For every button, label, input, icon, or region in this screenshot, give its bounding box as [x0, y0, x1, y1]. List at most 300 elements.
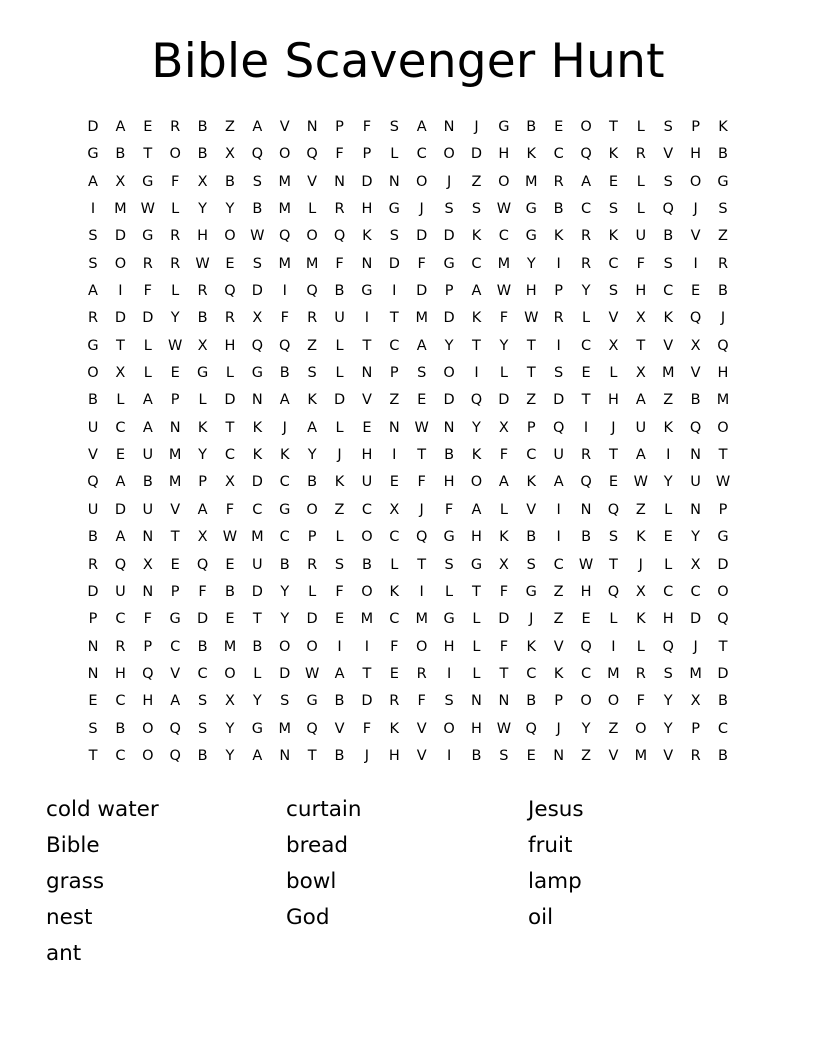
grid-cell[interactable]: E — [581, 611, 591, 628]
grid-cell[interactable]: B — [526, 119, 537, 135]
grid-cell[interactable]: P — [691, 720, 700, 737]
grid-cell[interactable]: G — [306, 693, 318, 710]
grid-cell[interactable]: M — [114, 201, 127, 218]
grid-cell[interactable]: P — [198, 474, 207, 491]
grid-cell[interactable]: D — [279, 665, 291, 682]
grid-cell[interactable]: D — [498, 611, 510, 628]
grid-cell[interactable]: R — [581, 228, 592, 245]
grid-cell[interactable]: L — [143, 365, 152, 382]
grid-cell[interactable]: C — [115, 419, 126, 436]
grid-cell[interactable]: B — [279, 365, 290, 382]
grid-cell[interactable]: N — [471, 693, 482, 710]
grid-cell[interactable]: S — [88, 255, 98, 272]
grid-cell[interactable]: Y — [663, 720, 673, 737]
grid-cell[interactable]: B — [197, 638, 208, 655]
grid-cell[interactable]: C — [471, 255, 482, 272]
grid-cell[interactable]: S — [608, 201, 619, 218]
grid-cell[interactable]: G — [251, 720, 263, 737]
grid-cell[interactable]: G — [470, 556, 483, 573]
grid-cell[interactable]: Q — [689, 419, 702, 436]
grid-cell[interactable]: S — [663, 255, 673, 272]
word-list-item[interactable]: fruit — [528, 833, 573, 859]
grid-cell[interactable]: K — [553, 665, 564, 682]
grid-cell[interactable]: A — [88, 283, 98, 300]
grid-cell[interactable]: K — [636, 529, 646, 546]
grid-cell[interactable]: L — [636, 119, 645, 135]
grid-cell[interactable]: U — [635, 419, 647, 436]
grid-cell[interactable]: L — [390, 146, 399, 163]
grid-cell[interactable]: F — [198, 583, 207, 600]
grid-cell[interactable]: O — [635, 720, 647, 737]
grid-cell[interactable]: C — [663, 583, 674, 600]
grid-cell[interactable]: X — [690, 556, 701, 573]
grid-cell[interactable]: E — [663, 529, 673, 546]
grid-cell[interactable]: Y — [252, 693, 262, 710]
grid-cell[interactable]: Y — [307, 447, 317, 464]
grid-cell[interactable]: W — [195, 255, 210, 272]
grid-cell[interactable]: L — [171, 283, 180, 300]
grid-cell[interactable]: R — [690, 747, 701, 764]
grid-cell[interactable]: E — [691, 283, 701, 300]
grid-cell[interactable]: Q — [415, 529, 428, 546]
word-list-item[interactable]: cold water — [46, 797, 159, 823]
grid-cell[interactable]: G — [142, 173, 154, 190]
grid-cell[interactable]: N — [87, 638, 99, 655]
grid-cell[interactable]: U — [115, 583, 126, 600]
grid-cell[interactable]: P — [691, 119, 700, 135]
grid-cell[interactable]: T — [609, 119, 618, 135]
grid-cell[interactable]: G — [443, 255, 455, 272]
grid-cell[interactable]: I — [446, 665, 452, 682]
grid-cell[interactable]: L — [308, 583, 317, 600]
grid-cell[interactable]: V — [170, 501, 181, 518]
grid-cell[interactable]: P — [88, 611, 98, 628]
grid-cell[interactable]: X — [197, 173, 208, 190]
grid-cell[interactable]: V — [553, 638, 564, 655]
grid-cell[interactable]: B — [115, 146, 126, 163]
grid-cell[interactable]: C — [115, 693, 126, 710]
grid-cell[interactable]: B — [224, 583, 235, 600]
grid-cell[interactable]: K — [471, 228, 482, 245]
grid-cell[interactable]: T — [499, 665, 509, 682]
grid-cell[interactable]: L — [335, 529, 344, 546]
grid-cell[interactable]: Y — [170, 310, 180, 327]
grid-cell[interactable]: R — [142, 255, 153, 272]
grid-cell[interactable]: J — [556, 720, 561, 737]
grid-cell[interactable]: B — [197, 747, 208, 764]
grid-cell[interactable]: C — [361, 501, 372, 518]
grid-cell[interactable]: T — [225, 419, 235, 436]
word-list-item[interactable]: God — [286, 905, 330, 931]
grid-cell[interactable]: L — [390, 556, 399, 573]
grid-cell[interactable]: V — [88, 447, 98, 464]
grid-cell[interactable]: B — [444, 447, 455, 464]
grid-cell[interactable]: O — [224, 228, 236, 245]
grid-cell[interactable]: X — [690, 693, 701, 710]
grid-cell[interactable]: Z — [718, 228, 728, 245]
grid-cell[interactable]: L — [472, 638, 481, 655]
grid-cell[interactable]: O — [306, 501, 318, 518]
grid-cell[interactable]: M — [415, 310, 428, 327]
grid-cell[interactable]: S — [499, 747, 509, 764]
grid-cell[interactable]: M — [634, 747, 648, 764]
grid-cell[interactable]: F — [499, 447, 509, 464]
grid-cell[interactable]: A — [88, 173, 98, 190]
grid-cell[interactable]: K — [663, 419, 673, 436]
grid-cell[interactable]: L — [335, 337, 344, 354]
grid-cell[interactable]: K — [471, 310, 482, 327]
grid-cell[interactable]: L — [335, 365, 344, 382]
grid-cell[interactable]: Y — [280, 583, 290, 600]
grid-cell[interactable]: N — [169, 419, 181, 436]
grid-cell[interactable]: N — [553, 747, 565, 764]
grid-cell[interactable]: Q — [580, 146, 592, 163]
grid-cell[interactable]: L — [636, 173, 645, 190]
grid-cell[interactable]: E — [143, 119, 153, 135]
grid-cell[interactable]: X — [224, 146, 235, 163]
grid-cell[interactable]: I — [392, 447, 397, 464]
grid-cell[interactable]: K — [526, 638, 537, 655]
grid-cell[interactable]: B — [718, 283, 728, 300]
grid-cell[interactable]: Z — [553, 611, 564, 628]
grid-cell[interactable]: K — [197, 419, 208, 436]
grid-cell[interactable]: I — [474, 365, 479, 382]
grid-cell[interactable]: U — [142, 501, 154, 518]
grid-cell[interactable]: P — [526, 419, 536, 436]
grid-cell[interactable]: K — [718, 119, 728, 135]
grid-cell[interactable]: L — [636, 638, 645, 655]
grid-cell[interactable]: L — [664, 556, 673, 573]
grid-cell[interactable]: I — [392, 283, 397, 300]
grid-cell[interactable]: M — [360, 611, 374, 628]
grid-cell[interactable]: F — [444, 501, 454, 518]
grid-cell[interactable]: Q — [251, 146, 264, 163]
grid-cell[interactable]: L — [581, 310, 591, 327]
grid-cell[interactable]: M — [251, 529, 264, 546]
grid-cell[interactable]: J — [611, 419, 616, 436]
grid-cell[interactable]: K — [608, 146, 619, 163]
grid-cell[interactable]: E — [170, 365, 180, 382]
grid-cell[interactable]: D — [443, 310, 455, 327]
grid-cell[interactable]: A — [416, 119, 427, 135]
grid-cell[interactable]: W — [578, 556, 594, 573]
grid-cell[interactable]: R — [581, 255, 592, 272]
grid-cell[interactable]: X — [142, 556, 153, 573]
grid-cell[interactable]: F — [280, 310, 289, 327]
grid-cell[interactable]: Q — [607, 501, 620, 518]
grid-cell[interactable]: W — [250, 228, 265, 245]
grid-cell[interactable]: N — [690, 501, 702, 518]
grid-cell[interactable]: V — [361, 392, 372, 409]
grid-cell[interactable]: C — [580, 201, 592, 218]
grid-cell[interactable]: O — [443, 365, 455, 382]
grid-cell[interactable]: D — [553, 392, 565, 409]
grid-cell[interactable]: A — [115, 529, 126, 546]
grid-cell[interactable]: M — [223, 638, 237, 655]
grid-cell[interactable]: M — [716, 392, 730, 409]
grid-cell[interactable]: K — [389, 583, 400, 600]
grid-cell[interactable]: C — [389, 337, 400, 354]
grid-cell[interactable]: R — [389, 693, 400, 710]
grid-cell[interactable]: V — [690, 365, 701, 382]
grid-cell[interactable]: D — [114, 228, 126, 245]
grid-cell[interactable]: V — [663, 747, 674, 764]
grid-cell[interactable]: I — [583, 419, 589, 436]
grid-cell[interactable]: F — [335, 255, 344, 272]
grid-cell[interactable]: O — [142, 747, 154, 764]
grid-cell[interactable]: T — [718, 447, 728, 464]
grid-cell[interactable]: G — [87, 146, 99, 163]
grid-cell[interactable]: K — [553, 228, 564, 245]
grid-cell[interactable]: T — [143, 146, 153, 163]
grid-cell[interactable]: A — [170, 693, 181, 710]
grid-cell[interactable]: E — [389, 474, 399, 491]
grid-cell[interactable]: W — [633, 474, 648, 491]
grid-cell[interactable]: H — [717, 365, 729, 382]
grid-cell[interactable]: R — [717, 255, 729, 272]
grid-cell[interactable]: A — [581, 173, 591, 190]
grid-cell[interactable]: C — [170, 638, 181, 655]
grid-cell[interactable]: B — [334, 283, 345, 300]
grid-cell[interactable]: W — [496, 720, 512, 737]
grid-cell[interactable]: S — [526, 556, 536, 573]
grid-cell[interactable]: A — [142, 419, 153, 436]
grid-cell[interactable]: M — [278, 255, 291, 272]
grid-cell[interactable]: U — [334, 310, 345, 327]
grid-cell[interactable]: N — [142, 529, 154, 546]
grid-cell[interactable]: Q — [552, 419, 565, 436]
word-list-item[interactable]: Jesus — [528, 797, 584, 823]
grid-cell[interactable]: F — [417, 255, 426, 272]
grid-cell[interactable]: D — [196, 611, 209, 628]
grid-cell[interactable]: L — [609, 365, 618, 382]
grid-cell[interactable]: Y — [691, 529, 701, 546]
grid-cell[interactable]: O — [279, 638, 291, 655]
grid-cell[interactable]: D — [114, 310, 126, 327]
grid-cell[interactable]: D — [690, 611, 702, 628]
grid-cell[interactable]: K — [608, 228, 619, 245]
grid-cell[interactable]: N — [142, 583, 154, 600]
grid-cell[interactable]: B — [142, 474, 153, 491]
grid-cell[interactable]: S — [88, 720, 98, 737]
grid-cell[interactable]: G — [717, 529, 729, 546]
grid-cell[interactable]: S — [663, 119, 673, 135]
grid-cell[interactable]: N — [251, 392, 263, 409]
grid-cell[interactable]: T — [362, 665, 372, 682]
grid-cell[interactable]: K — [636, 611, 646, 628]
grid-cell[interactable]: D — [361, 173, 373, 190]
grid-cell[interactable]: E — [225, 611, 235, 628]
grid-cell[interactable]: Z — [553, 583, 564, 600]
grid-cell[interactable]: A — [553, 474, 564, 491]
grid-cell[interactable]: B — [307, 474, 318, 491]
grid-cell[interactable]: H — [361, 447, 373, 464]
grid-cell[interactable]: R — [334, 201, 345, 218]
grid-cell[interactable]: L — [472, 665, 481, 682]
grid-cell[interactable]: S — [197, 720, 208, 737]
grid-cell[interactable]: M — [525, 173, 538, 190]
grid-cell[interactable]: B — [252, 638, 263, 655]
grid-cell[interactable]: O — [689, 173, 702, 190]
grid-cell[interactable]: Q — [196, 556, 209, 573]
grid-cell[interactable]: Q — [580, 638, 592, 655]
grid-cell[interactable]: Z — [224, 119, 235, 135]
grid-cell[interactable]: L — [143, 337, 152, 354]
grid-cell[interactable]: J — [720, 310, 726, 327]
grid-cell[interactable]: M — [497, 255, 511, 272]
grid-cell[interactable]: H — [690, 146, 702, 163]
grid-cell[interactable]: W — [414, 419, 429, 436]
grid-cell[interactable]: B — [718, 693, 728, 710]
grid-cell[interactable]: E — [225, 556, 235, 573]
grid-cell[interactable]: T — [472, 337, 481, 354]
grid-cell[interactable]: L — [636, 201, 645, 218]
grid-cell[interactable]: G — [251, 365, 263, 382]
grid-cell[interactable]: S — [389, 228, 399, 245]
grid-cell[interactable]: P — [170, 583, 180, 600]
grid-cell[interactable]: D — [142, 310, 154, 327]
grid-cell[interactable]: M — [607, 665, 620, 682]
grid-cell[interactable]: G — [142, 228, 154, 245]
grid-cell[interactable]: S — [608, 529, 619, 546]
grid-cell[interactable]: E — [170, 556, 180, 573]
grid-cell[interactable]: J — [419, 501, 424, 518]
grid-cell[interactable]: A — [115, 119, 126, 135]
grid-cell[interactable]: G — [717, 173, 729, 190]
grid-cell[interactable]: O — [142, 720, 154, 737]
word-list-item[interactable]: grass — [46, 869, 105, 895]
grid-cell[interactable]: E — [389, 665, 399, 682]
grid-cell[interactable]: E — [334, 611, 345, 628]
grid-cell[interactable]: U — [87, 501, 99, 518]
grid-cell[interactable]: C — [608, 255, 619, 272]
grid-cell[interactable]: R — [416, 665, 427, 682]
grid-cell[interactable]: D — [717, 556, 729, 573]
grid-cell[interactable]: J — [474, 119, 479, 135]
grid-cell[interactable]: L — [499, 365, 508, 382]
grid-cell[interactable]: Q — [224, 283, 236, 300]
grid-cell[interactable]: F — [499, 638, 509, 655]
grid-cell[interactable]: V — [690, 228, 701, 245]
grid-cell[interactable]: Q — [169, 720, 181, 737]
grid-cell[interactable]: A — [307, 419, 318, 436]
grid-cell[interactable]: F — [362, 119, 372, 135]
grid-cell[interactable]: F — [417, 474, 426, 491]
grid-cell[interactable]: S — [663, 173, 673, 190]
grid-cell[interactable]: H — [443, 638, 455, 655]
grid-cell[interactable]: R — [87, 556, 99, 573]
grid-cell[interactable]: W — [168, 337, 183, 354]
grid-cell[interactable]: L — [609, 611, 618, 628]
word-list-item[interactable]: bowl — [286, 869, 337, 895]
grid-cell[interactable]: T — [88, 747, 98, 764]
grid-cell[interactable]: N — [306, 119, 318, 135]
grid-cell[interactable]: K — [307, 392, 317, 409]
grid-cell[interactable]: A — [334, 665, 345, 682]
grid-cell[interactable]: F — [225, 501, 235, 518]
grid-cell[interactable]: D — [498, 392, 510, 409]
grid-cell[interactable]: N — [498, 693, 510, 710]
grid-cell[interactable]: C — [553, 556, 564, 573]
grid-cell[interactable]: W — [496, 201, 512, 218]
grid-cell[interactable]: B — [197, 310, 208, 327]
grid-cell[interactable]: N — [443, 119, 455, 135]
grid-cell[interactable]: Q — [717, 611, 729, 628]
grid-cell[interactable]: U — [87, 419, 99, 436]
grid-cell[interactable]: D — [388, 255, 400, 272]
grid-cell[interactable]: D — [416, 283, 428, 300]
grid-cell[interactable]: I — [556, 501, 561, 518]
grid-cell[interactable]: D — [443, 392, 455, 409]
grid-cell[interactable]: Q — [279, 337, 291, 354]
grid-cell[interactable]: V — [663, 146, 674, 163]
grid-cell[interactable]: E — [608, 474, 619, 491]
grid-cell[interactable]: R — [197, 283, 208, 300]
grid-cell[interactable]: Q — [306, 146, 318, 163]
grid-cell[interactable]: R — [307, 310, 318, 327]
grid-cell[interactable]: Q — [114, 556, 127, 573]
grid-cell[interactable]: Y — [472, 419, 481, 436]
grid-cell[interactable]: L — [198, 392, 207, 409]
grid-cell[interactable]: H — [607, 392, 619, 409]
grid-cell[interactable]: Y — [526, 255, 536, 272]
grid-cell[interactable]: T — [609, 556, 618, 573]
grid-cell[interactable]: M — [661, 365, 675, 382]
grid-cell[interactable]: W — [524, 310, 539, 327]
grid-cell[interactable]: L — [472, 611, 481, 628]
grid-cell[interactable]: E — [115, 447, 125, 464]
word-list-item[interactable]: lamp — [528, 869, 582, 895]
grid-cell[interactable]: J — [529, 611, 534, 628]
grid-cell[interactable]: C — [197, 665, 208, 682]
grid-cell[interactable]: K — [526, 146, 537, 163]
grid-cell[interactable]: Z — [608, 720, 619, 737]
grid-cell[interactable]: S — [444, 693, 454, 710]
grid-cell[interactable]: B — [471, 747, 482, 764]
grid-cell[interactable]: P — [718, 501, 728, 518]
grid-cell[interactable]: L — [116, 392, 125, 409]
grid-cell[interactable]: A — [142, 392, 153, 409]
grid-cell[interactable]: C — [553, 146, 564, 163]
grid-cell[interactable]: S — [389, 119, 399, 135]
grid-cell[interactable]: L — [499, 501, 508, 518]
grid-cell[interactable]: K — [389, 720, 400, 737]
grid-cell[interactable]: A — [115, 474, 126, 491]
grid-cell[interactable]: T — [252, 611, 262, 628]
grid-cell[interactable]: Y — [198, 201, 207, 218]
grid-cell[interactable]: D — [717, 665, 729, 682]
grid-cell[interactable]: H — [498, 146, 510, 163]
grid-cell[interactable]: O — [279, 146, 291, 163]
grid-cell[interactable]: E — [526, 747, 536, 764]
grid-cell[interactable]: Q — [662, 201, 674, 218]
grid-cell[interactable]: C — [115, 611, 126, 628]
word-list-item[interactable]: oil — [528, 905, 554, 931]
grid-cell[interactable]: C — [663, 283, 674, 300]
grid-cell[interactable]: C — [279, 474, 290, 491]
grid-cell[interactable]: Q — [689, 310, 702, 327]
grid-cell[interactable]: H — [361, 201, 373, 218]
grid-cell[interactable]: F — [499, 583, 509, 600]
grid-cell[interactable]: Y — [225, 720, 235, 737]
grid-cell[interactable]: P — [335, 119, 344, 135]
grid-cell[interactable]: N — [361, 255, 373, 272]
grid-cell[interactable]: A — [635, 447, 646, 464]
grid-cell[interactable]: O — [306, 638, 318, 655]
grid-cell[interactable]: D — [443, 228, 455, 245]
grid-cell[interactable]: A — [471, 501, 482, 518]
grid-cell[interactable]: H — [388, 747, 400, 764]
